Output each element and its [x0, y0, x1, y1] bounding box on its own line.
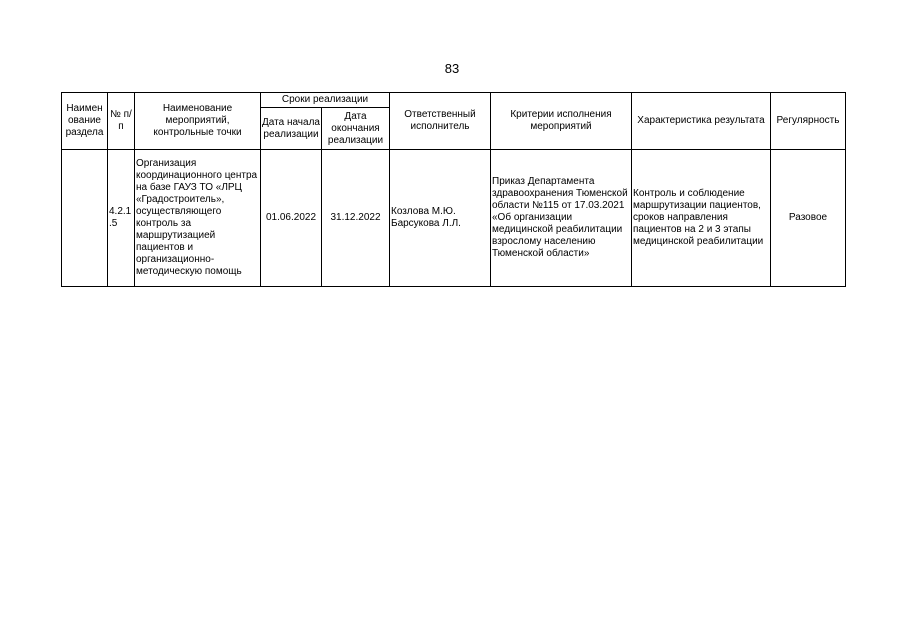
- plan-table: [61, 92, 846, 287]
- cell-row-number: 4.2.1.5: [108, 150, 135, 287]
- header-end-date: Дата окончания реализации: [322, 108, 390, 150]
- header-result: Характеристика результата: [632, 93, 771, 150]
- header-event-name: Наименование мероприятий, контрольные точки: [135, 93, 261, 150]
- cell-end-date: 31.12.2022: [322, 150, 390, 287]
- cell-section-name: [62, 150, 108, 287]
- cell-event-name: Организация координационного центра на базе ГАУЗ ТО «ЛРЦ «Градостроитель», осуществляющего контроль за маршрутизацией пациентов и организационно-методическую помощь: [135, 150, 261, 287]
- page-number: 83: [444, 61, 460, 76]
- header-row-top: [62, 93, 846, 108]
- header-criteria: Критерии исполнения мероприятий: [491, 93, 632, 150]
- header-responsible: Ответственный исполнитель: [390, 93, 491, 150]
- cell-responsible: Козлова М.Ю. Барсукова Л.Л.: [390, 150, 491, 287]
- header-row-number: № п/п: [108, 93, 135, 150]
- header-deadlines-group: Сроки реализации: [261, 93, 390, 108]
- cell-regularity: Разовое: [771, 150, 846, 287]
- header-start-date: Дата начала реализации: [261, 108, 322, 150]
- cell-criteria: Приказ Департамента здравоохранения Тюменской области №115 от 17.03.2021 «Об организации медицинской реабилитации взрослому населению Тюменской области»: [491, 150, 632, 287]
- cell-result: Контроль и соблюдение маршрутизации пациентов, сроков направления пациентов на 2 и 3 этапы медицинской реабилитации: [632, 150, 771, 287]
- cell-start-date: 01.06.2022: [261, 150, 322, 287]
- header-regularity: Регулярность: [771, 93, 846, 150]
- header-section-name: Наимен ование раздела: [62, 93, 108, 150]
- table-row: [62, 150, 846, 287]
